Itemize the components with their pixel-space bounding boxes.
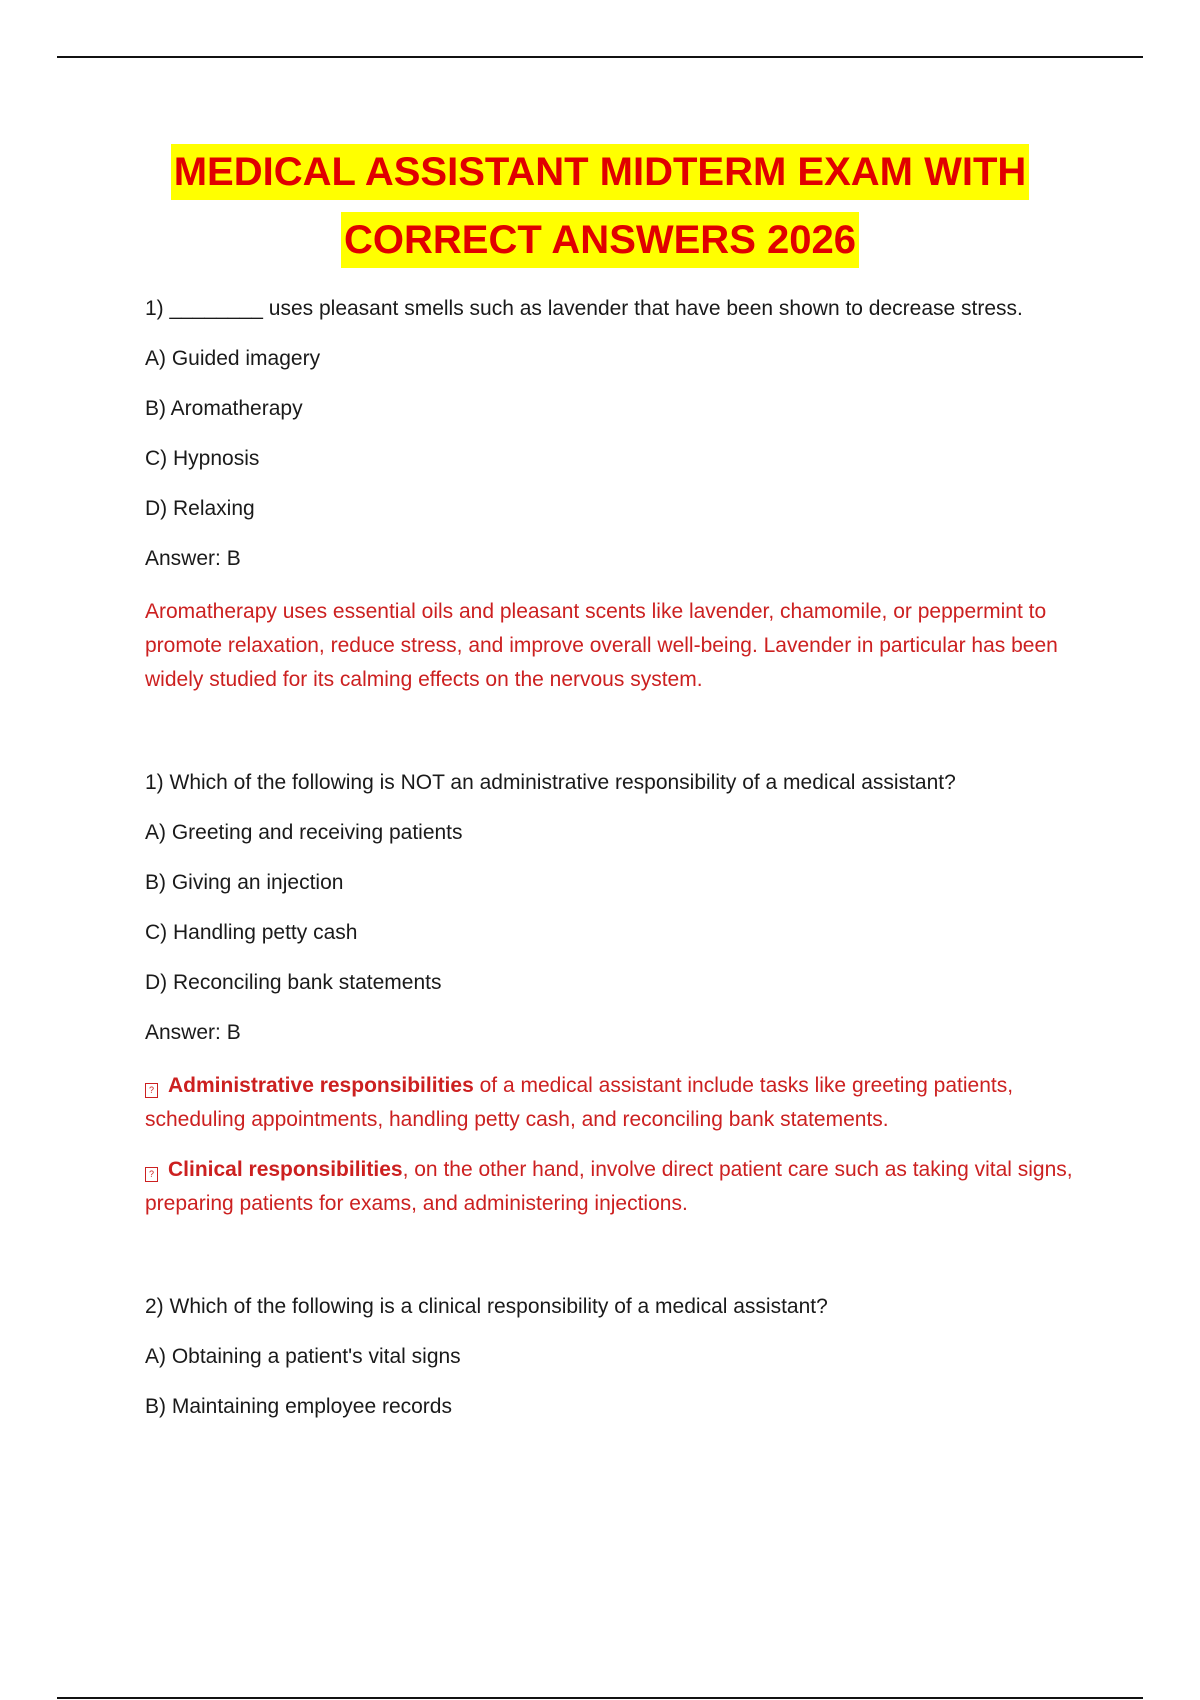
explanation-point-text: , on the other hand, involve direct patient care such as taking vital signs, preparing patients for exams, and administering injections. bbox=[145, 1158, 1073, 1215]
question-text: 1) ________ uses pleasant smells such as lavender that have been shown to decrease stress. bbox=[145, 297, 1023, 320]
bottom-rule bbox=[57, 1697, 1143, 1699]
exam-content bbox=[145, 295, 1095, 1443]
option-c: C) Hypnosis bbox=[145, 447, 260, 470]
answer-text: Answer: B bbox=[145, 547, 241, 570]
option-b: B) Giving an injection bbox=[145, 871, 344, 894]
title-line-2: CORRECT ANSWERS 2026 bbox=[341, 212, 859, 268]
document-title bbox=[0, 144, 1200, 268]
explanation-bold-term: Administrative responsibilities bbox=[168, 1074, 474, 1097]
option-a: A) Guided imagery bbox=[145, 347, 321, 370]
missing-glyph-icon: ? bbox=[145, 1167, 158, 1182]
option-b: B) Aromatherapy bbox=[145, 397, 303, 420]
question-block-2 bbox=[145, 769, 1095, 1221]
option-c: C) Handling petty cash bbox=[145, 921, 358, 944]
option-d: D) Relaxing bbox=[145, 497, 255, 520]
question-text: 2) Which of the following is a clinical responsibility of a medical assistant? bbox=[145, 1295, 828, 1318]
question-block-3 bbox=[145, 1293, 1095, 1421]
explanation-text: Aromatherapy uses essential oils and pleasant scents like lavender, chamomile, or peppermint to promote relaxation, reduce stress, and improve overall well-being. Lavender in particular has been widely studied for its calming effects on the nervous system. bbox=[145, 600, 1058, 691]
option-a: A) Obtaining a patient's vital signs bbox=[145, 1345, 461, 1368]
explanation-point-administrative bbox=[145, 1069, 1095, 1137]
missing-glyph-icon: ? bbox=[145, 1083, 158, 1098]
explanation-bold-term: Clinical responsibilities bbox=[168, 1158, 403, 1181]
question-text: 1) Which of the following is NOT an administrative responsibility of a medical assistant? bbox=[145, 771, 956, 794]
explanation-point-text: of a medical assistant include tasks like greeting patients, scheduling appointments, handling petty cash, and reconciling bank statements. bbox=[145, 1074, 1014, 1131]
top-rule bbox=[57, 56, 1143, 58]
title-line-1: MEDICAL ASSISTANT MIDTERM EXAM WITH bbox=[171, 144, 1030, 200]
explanation-point-clinical bbox=[145, 1153, 1095, 1221]
question-block-1 bbox=[145, 295, 1095, 697]
option-a: A) Greeting and receiving patients bbox=[145, 821, 463, 844]
option-b: B) Maintaining employee records bbox=[145, 1395, 452, 1418]
answer-text: Answer: B bbox=[145, 1021, 241, 1044]
option-d: D) Reconciling bank statements bbox=[145, 971, 442, 994]
